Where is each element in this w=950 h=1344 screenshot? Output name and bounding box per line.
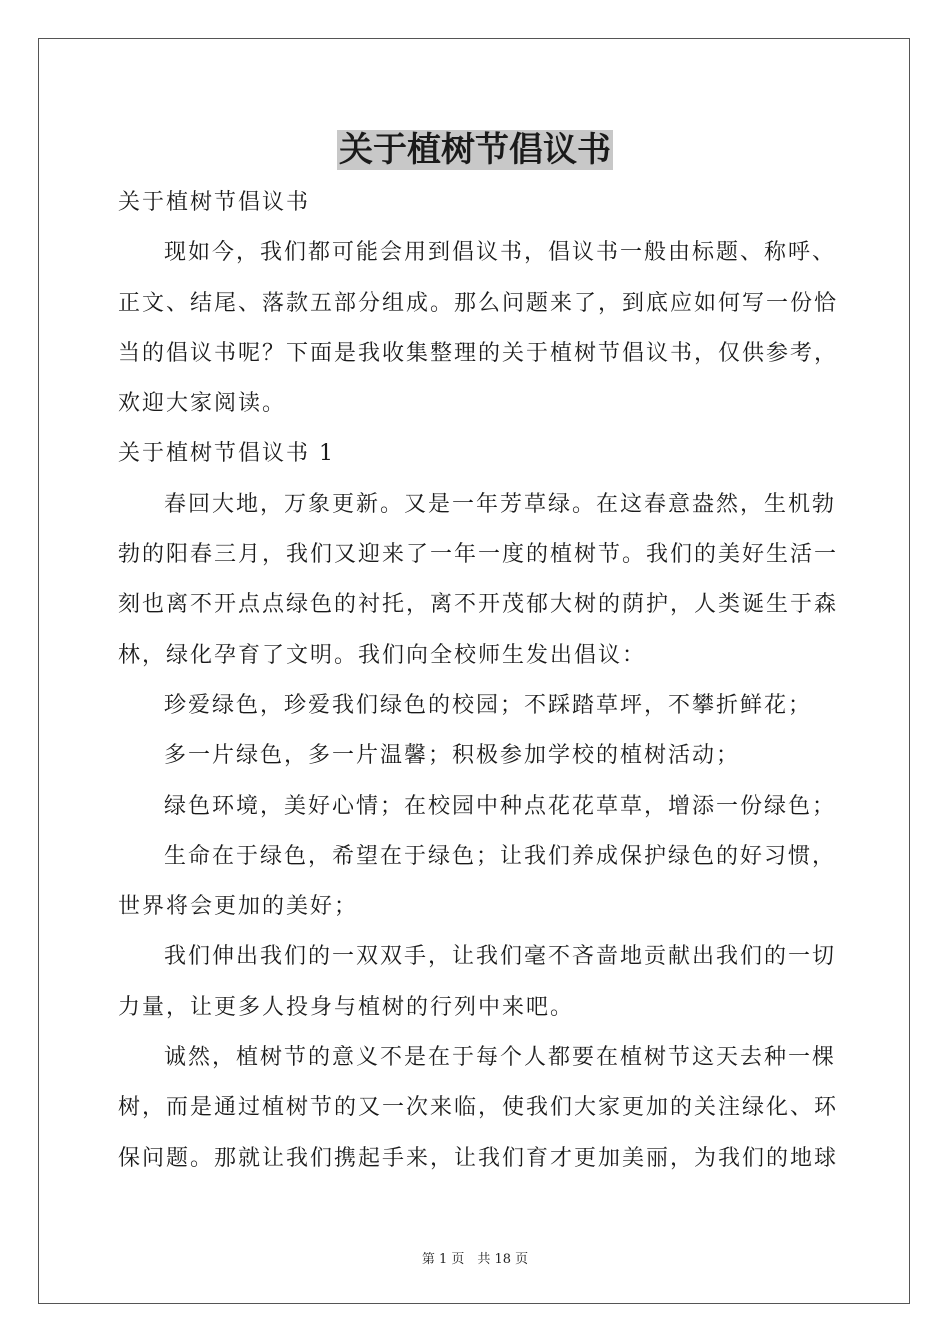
page-footer: 第 1 页 共 18 页 <box>421 1252 529 1267</box>
body-line: 正文、结尾、落款五部分组成。那么问题来了，到底应如何写一份恰 <box>118 290 839 316</box>
body-line: 保问题。那就让我们携起手来，让我们育才更加美丽，为我们的地球 <box>118 1145 839 1171</box>
body-line: 欢迎大家阅读。 <box>118 391 287 417</box>
body-line: 现如今，我们都可能会用到倡议书，倡议书一般由标题、称呼、 <box>164 240 837 266</box>
document-title <box>0 128 950 172</box>
body-line: 诚然，植树节的意义不是在于每个人都要在植树节这天去种一棵 <box>164 1045 837 1071</box>
body-line: 关于植树节倡议书 <box>118 190 311 215</box>
body-line: 林，绿化孕育了文明。我们向全校师生发出倡议： <box>118 642 647 668</box>
body-line: 当的倡议书呢？下面是我收集整理的关于植树节倡议书，仅供参考， <box>118 340 839 366</box>
body-line: 刻也离不开点点绿色的衬托，离不开茂郁大树的荫护，人类诞生于森 <box>118 592 839 618</box>
body-line: 多一片绿色，多一片温馨；积极参加学校的植树活动； <box>164 743 741 769</box>
body-line: 春回大地，万象更新。又是一年芳草绿。在这春意盎然，生机勃 <box>164 491 837 517</box>
body-line: 力量，让更多人投身与植树的行列中来吧。 <box>118 994 575 1020</box>
body-line: 勃的阳春三月，我们又迎来了一年一度的植树节。我们的美好生活一 <box>118 542 839 568</box>
body-line: 我们伸出我们的一双双手，让我们毫不吝啬地贡献出我们的一切 <box>164 944 837 970</box>
body-line: 树，而是通过植树节的又一次来临，使我们大家更加的关注绿化、环 <box>118 1095 839 1121</box>
body-line: 绿色环境，美好心情；在校园中种点花花草草，增添一份绿色； <box>164 793 837 819</box>
body-line: 世界将会更加的美好； <box>118 894 359 920</box>
body-line: 生命在于绿色，希望在于绿色；让我们养成保护绿色的好习惯， <box>164 843 837 869</box>
body-line: 珍爱绿色，珍爱我们绿色的校园；不踩踏草坪，不攀折鲜花； <box>164 692 813 718</box>
document-body <box>118 178 839 1184</box>
document-title-text: 关于植树节倡议书 <box>339 130 611 170</box>
section-heading: 关于植树节倡议书 1 <box>118 441 335 467</box>
